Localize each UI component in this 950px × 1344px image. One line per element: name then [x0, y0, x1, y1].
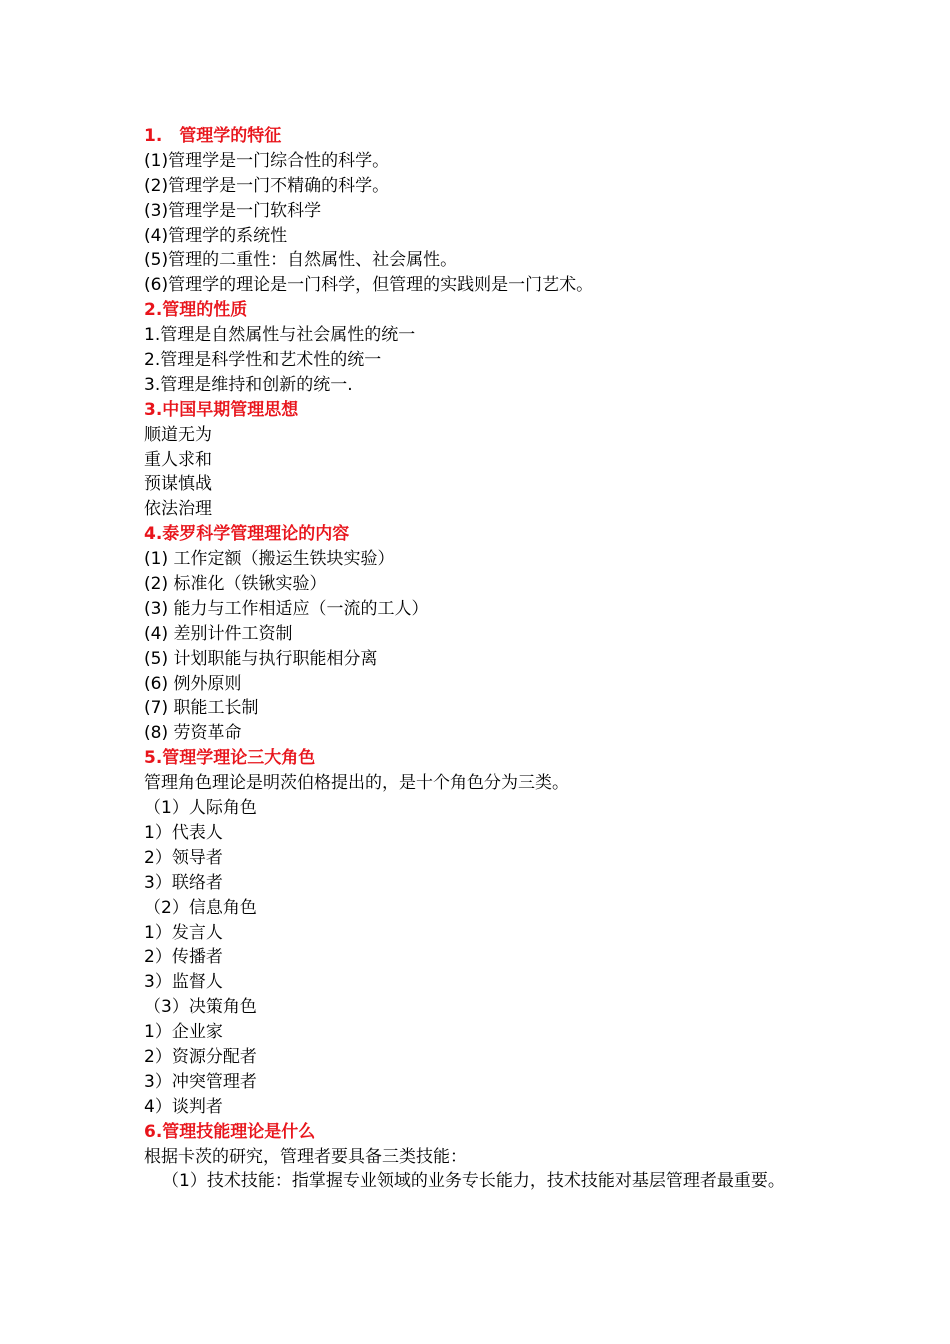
section-heading: 5.管理学理论三大角色	[144, 748, 316, 769]
list-item: 4）谈判者	[144, 1096, 223, 1117]
list-item: (4) 差别计件工资制	[144, 623, 293, 644]
list-item: (1)管理学是一门综合性的科学。	[144, 150, 390, 171]
list-item: (4)管理学的系统性	[144, 225, 288, 246]
list-item: (5)管理的二重性：自然属性、社会属性。	[144, 250, 458, 271]
list-item: 1）代表人	[144, 822, 223, 843]
list-item: (2) 标准化（铁锹实验）	[144, 574, 327, 595]
list-item: (3)管理学是一门软科学	[144, 200, 322, 221]
list-item: 3）监督人	[144, 972, 223, 993]
list-item: 2）资源分配者	[144, 1046, 257, 1067]
list-item: 3）冲突管理者	[144, 1071, 257, 1092]
list-item: （2）信息角色	[144, 897, 257, 918]
list-item: (5) 计划职能与执行职能相分离	[144, 648, 378, 669]
list-item: (1) 工作定额（搬运生铁块实验）	[144, 549, 395, 570]
list-item: 2）领导者	[144, 847, 223, 868]
list-item: (6) 例外原则	[144, 673, 242, 694]
section-heading: 3.中国早期管理思想	[144, 399, 299, 420]
paragraph: 管理角色理论是明茨伯格提出的，是十个角色分为三类。	[144, 773, 569, 794]
section-heading: 1. 管理学的特征	[144, 126, 282, 146]
list-item: 1）企业家	[144, 1022, 223, 1043]
section-heading: 2.管理的性质	[144, 300, 248, 321]
document-page	[144, 124, 824, 1194]
list-item: 1）发言人	[144, 922, 223, 943]
list-item: 重人求和	[144, 449, 212, 470]
section-heading: 6.管理技能理论是什么	[144, 1121, 316, 1142]
list-item: (8) 劳资革命	[144, 723, 242, 744]
wrapped-paragraph: （1）技术技能：指掌握专业领域的业务专长能力，技术技能对基层管理者最重要。	[162, 1171, 785, 1192]
list-item: (7) 职能工长制	[144, 698, 259, 719]
list-item: 依法治理	[144, 499, 212, 520]
list-item: 3）联络者	[144, 872, 223, 893]
list-item: 1.管理是自然属性与社会属性的统一	[144, 325, 416, 346]
list-item: （1）人际角色	[144, 798, 257, 819]
list-item: (6)管理学的理论是一门科学，但管理的实践则是一门艺术。	[144, 275, 594, 296]
list-item: 2）传播者	[144, 947, 223, 968]
list-item: （3）决策角色	[144, 997, 257, 1018]
list-item: 顺道无为	[144, 424, 212, 445]
paragraph: 根据卡茨的研究，管理者要具备三类技能：	[144, 1146, 467, 1167]
list-item: (2)管理学是一门不精确的科学。	[144, 175, 390, 196]
list-item: 3.管理是维持和创新的统一.	[144, 374, 353, 395]
list-item: (3) 能力与工作相适应（一流的工人）	[144, 598, 429, 619]
list-item: 预谋慎战	[144, 474, 212, 495]
section-heading: 4.泰罗科学管理理论的内容	[144, 524, 350, 545]
list-item: 2.管理是科学性和艺术性的统一	[144, 350, 382, 371]
